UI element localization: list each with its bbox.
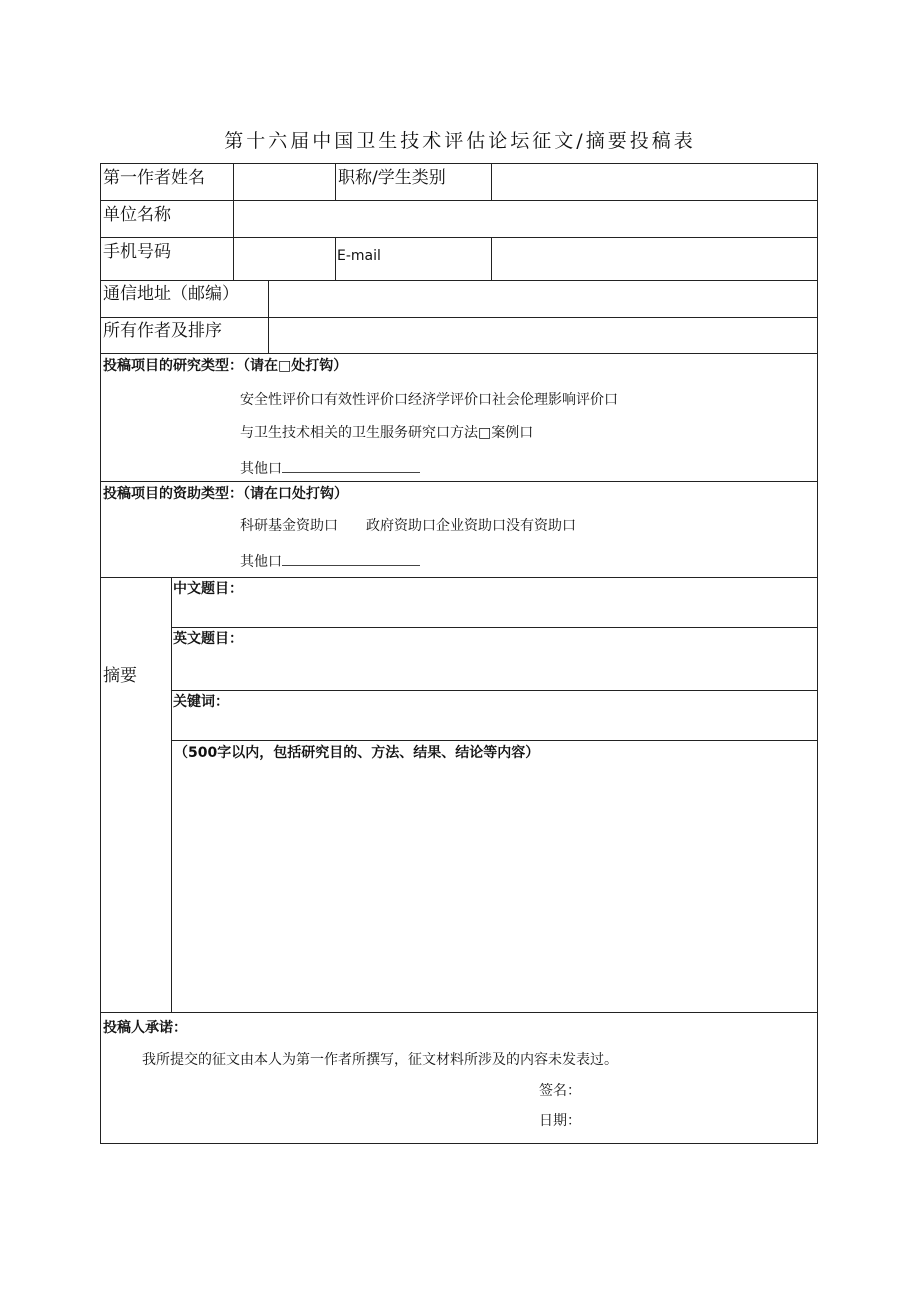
divider (171, 690, 817, 691)
date-label: 日期： (539, 1113, 581, 1129)
abstract-body-hint: （500字以内，包括研究目的、方法、结果、结论等内容） (174, 745, 540, 761)
divider (171, 740, 817, 741)
abstract-label: 摘要 (103, 666, 137, 686)
chinese-title-field[interactable] (172, 598, 817, 627)
title-student-type-field[interactable] (492, 164, 817, 200)
research-type-heading: 投稿项目的研究类型：（请在□处打钩） (103, 358, 348, 374)
pledge-heading: 投稿人承诺： (103, 1020, 187, 1036)
research-type-other[interactable] (240, 458, 420, 478)
abstract-body-field[interactable] (172, 764, 817, 1012)
divider (335, 237, 336, 280)
research-type-options-line2[interactable]: 与卫生技术相关的卫生服务研究口方法□案例口 (240, 425, 534, 441)
english-title-field[interactable] (172, 648, 817, 690)
english-title-label: 英文题目： (173, 631, 243, 647)
funding-type-other-blank[interactable] (282, 551, 420, 566)
funding-type-heading: 投稿项目的资助类型：（请在口处打钩） (103, 486, 348, 502)
title-student-type-label: 职称/学生类别 (338, 168, 446, 188)
address-field[interactable] (269, 281, 817, 317)
chinese-title-label: 中文题目： (173, 581, 243, 597)
phone-label: 手机号码 (103, 242, 171, 262)
research-type-other-label: 其他口 (240, 461, 282, 477)
funding-type-other[interactable] (240, 551, 420, 571)
email-field[interactable] (492, 238, 817, 280)
research-type-options-line1[interactable]: 安全性评价口有效性评价口经济学评价口社会伦理影响评价口 (240, 392, 618, 408)
date-field[interactable] (587, 1108, 787, 1132)
funding-type-options[interactable]: 科研基金资助口 政府资助口企业资助口没有资助口 (240, 518, 576, 534)
divider (101, 1012, 817, 1013)
first-author-name-field[interactable] (234, 164, 335, 200)
divider (101, 353, 817, 354)
first-author-name-label: 第一作者姓名 (103, 168, 205, 188)
pledge-text: 我所提交的征文由本人为第一作者所撰写，征文材料所涉及的内容未发表过。 (142, 1052, 618, 1068)
funding-type-other-label: 其他口 (240, 554, 282, 570)
divider (101, 481, 817, 482)
all-authors-label: 所有作者及排序 (103, 321, 222, 341)
keywords-field[interactable] (172, 711, 817, 740)
signature-field[interactable] (587, 1078, 787, 1102)
unit-name-field[interactable] (234, 201, 817, 237)
research-type-other-blank[interactable] (282, 458, 420, 473)
all-authors-field[interactable] (269, 318, 817, 353)
keywords-label: 关键词： (173, 694, 229, 710)
unit-name-label: 单位名称 (103, 205, 171, 225)
phone-field[interactable] (234, 238, 335, 280)
email-label: E-mail (337, 248, 381, 264)
divider (335, 164, 336, 200)
signature-label: 签名： (539, 1083, 581, 1099)
address-label: 通信地址（邮编） (103, 284, 239, 304)
page-title: 第十六届中国卫生技术评估论坛征文/摘要投稿表 (224, 130, 696, 152)
divider (171, 627, 817, 628)
submission-form (100, 163, 818, 1144)
divider (101, 577, 817, 578)
